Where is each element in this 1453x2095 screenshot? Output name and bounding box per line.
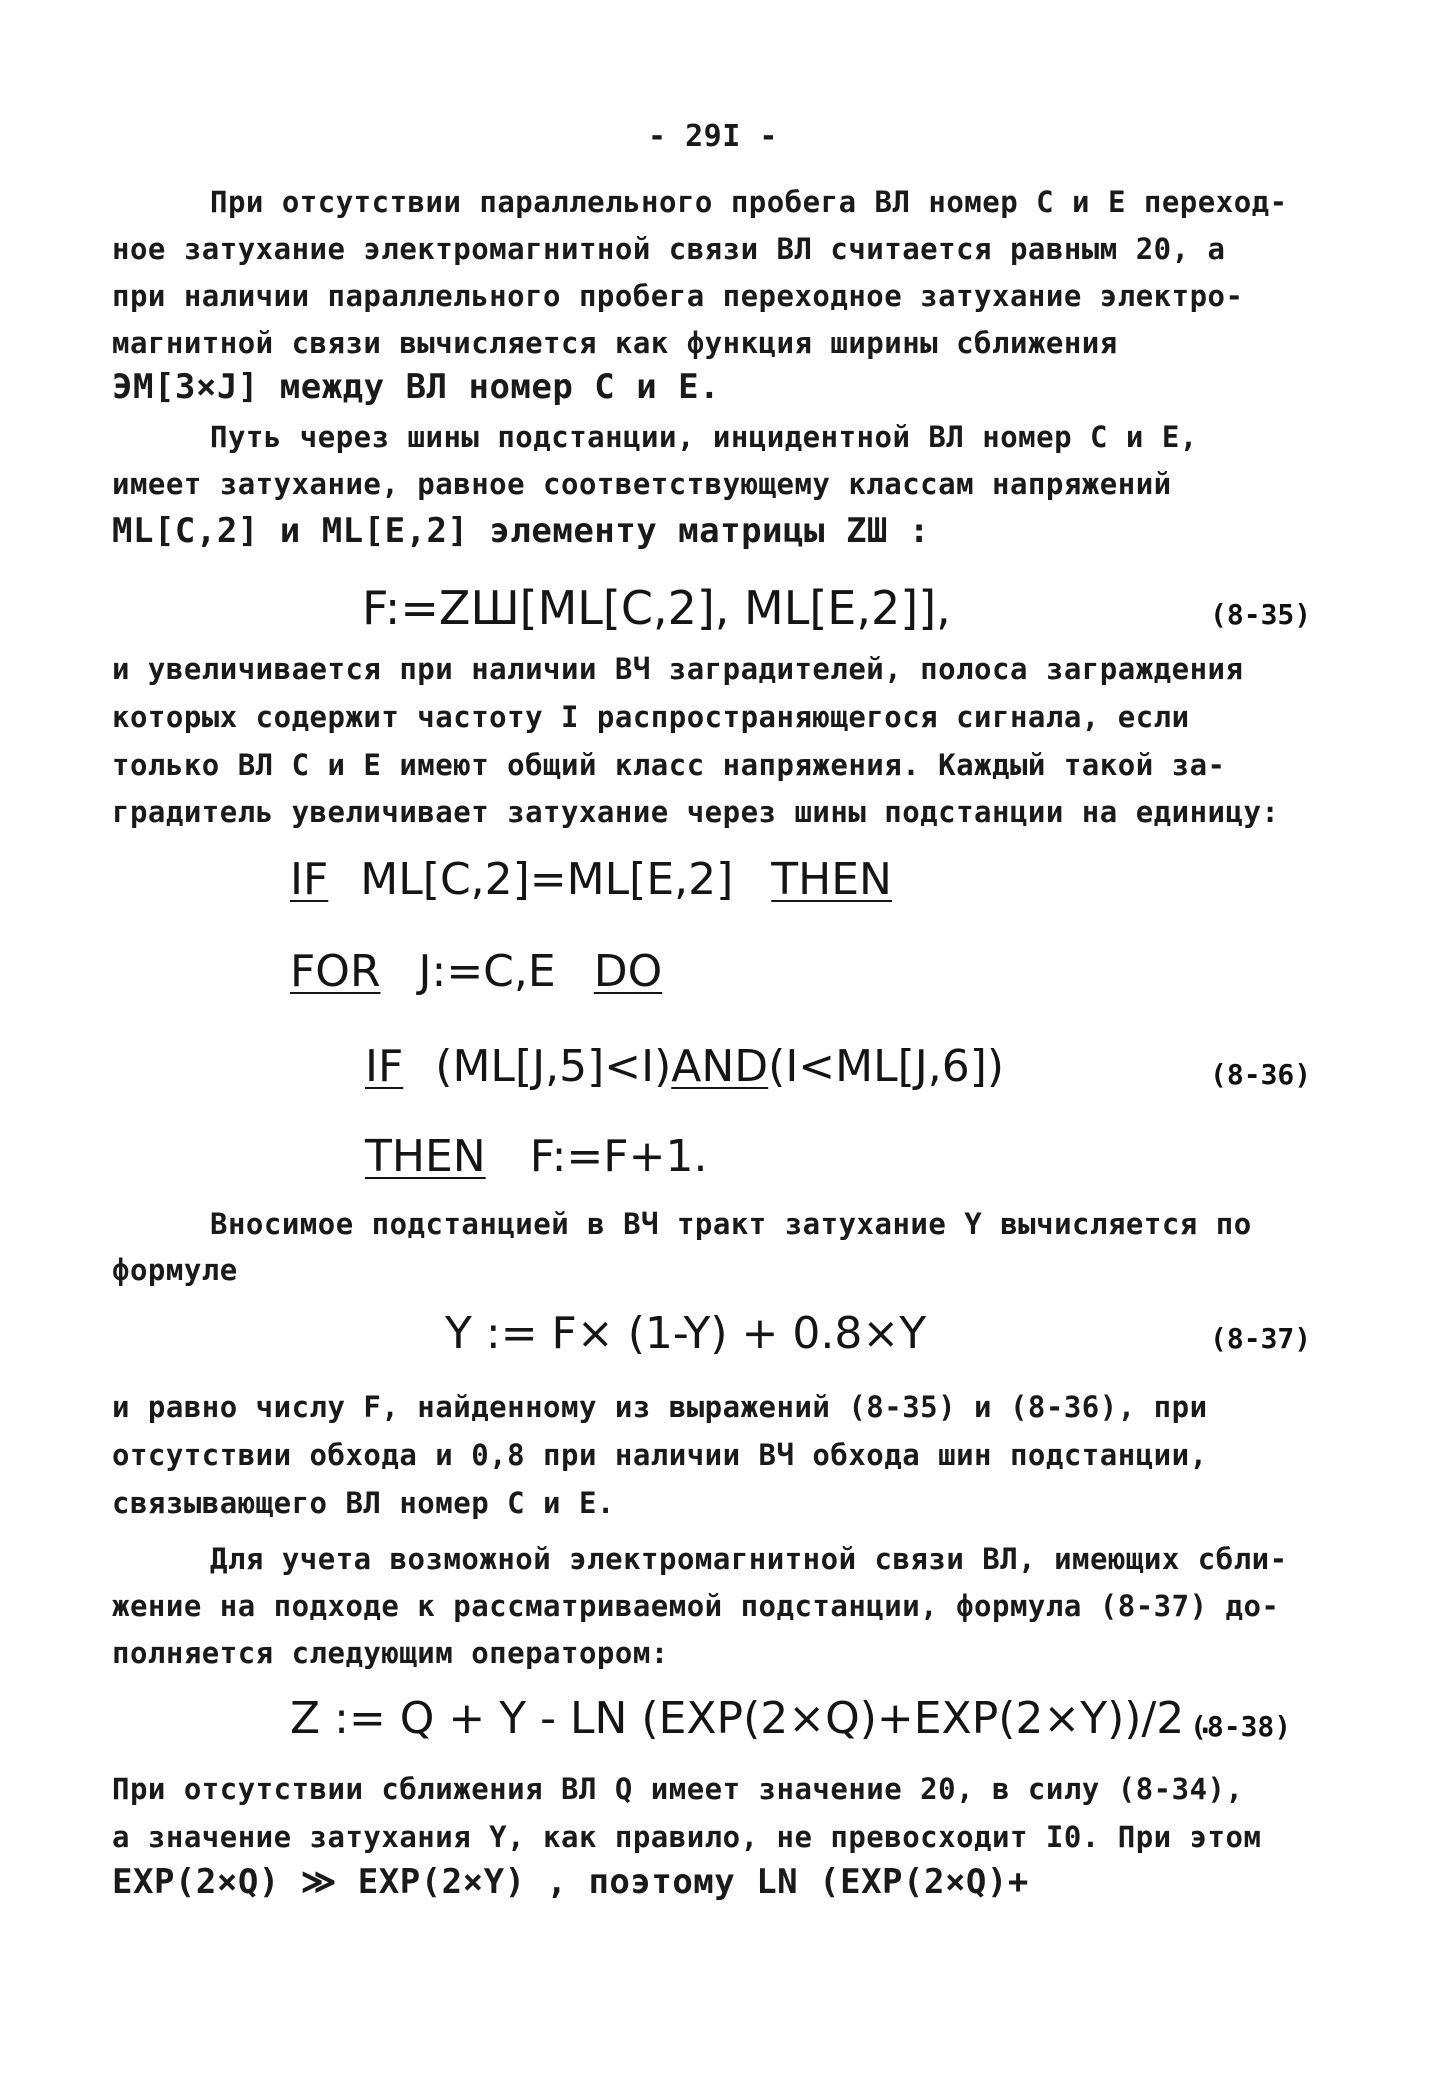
text-line: Для учета возможной электромагнитной связи ВЛ, имеющих сбли-	[210, 1542, 1288, 1576]
equation-8-35: F:=ZШ[ML[C,2], ML[E,2]],	[362, 581, 951, 635]
text-line: EXP(2×Q) ≫ EXP(2×Y) , поэтому LN (EXP(2×Q)+	[112, 1862, 1029, 1902]
equation-8-37: Y := F× (1-Y) + 0.8×Y	[445, 1308, 927, 1359]
text-line: Путь через шины подстанции, инцидентной ВЛ номер C и E,	[210, 420, 1198, 454]
text-line: только ВЛ C и E имеют общий класс напряжения. Каждый такой за-	[112, 748, 1226, 782]
text-line: ЭМ[3×J] между ВЛ номер C и E.	[112, 367, 721, 407]
text-line: а значение затухания Y, как правило, не превосходит I0. При этом	[112, 1820, 1262, 1854]
text-line: магнитной связи вычисляется как функция ширины сближения	[112, 326, 1118, 360]
equation-number: (8-38)	[1190, 1710, 1292, 1743]
algorithm-line	[290, 946, 663, 997]
text-line: полняется следующим оператором:	[112, 1636, 669, 1670]
text-line: связывающего ВЛ номер C и E.	[112, 1486, 615, 1520]
algorithm-expression: (ML[J,5]<I)	[435, 1041, 672, 1092]
keyword: AND	[671, 1041, 769, 1092]
text-line: ное затухание электромагнитной связи ВЛ считается равным 20, а	[112, 232, 1226, 266]
text-line: при наличии параллельного пробега переходное затухание электро-	[112, 279, 1244, 313]
algorithm-expression: J:=C,E	[418, 946, 556, 997]
keyword: IF	[365, 1041, 404, 1092]
text-line: Вносимое подстанцией в ВЧ тракт затухание Y вычисляется по	[210, 1207, 1252, 1241]
keyword: THEN	[365, 1131, 486, 1182]
keyword: THEN	[771, 854, 892, 905]
text-line: При отсутствии сближения ВЛ Q имеет значение 20, в силу (8-34),	[112, 1772, 1244, 1806]
algorithm-line	[365, 1131, 708, 1182]
text-line: имеет затухание, равное соответствующему классам напряжений	[112, 467, 1172, 501]
equation-number: (8-37)	[1210, 1322, 1312, 1355]
equation-number: (8-35)	[1210, 598, 1312, 631]
page-number: - 29I -	[648, 119, 778, 154]
keyword: DO	[593, 946, 663, 997]
text-line: ML[C,2] и ML[E,2] элементу матрицы ZШ :	[112, 511, 930, 551]
text-line: градитель увеличивает затухание через шины подстанции на единицу:	[112, 795, 1280, 829]
text-line: отсутствии обхода и 0,8 при наличии ВЧ обхода шин подстанции,	[112, 1438, 1208, 1472]
algorithm-expression: (I<ML[J,6])	[768, 1041, 1005, 1092]
text-line: и равно числу F, найденному из выражений (8-35) и (8-36), при	[112, 1390, 1208, 1424]
algorithm-line	[290, 854, 892, 905]
text-line: При отсутствии параллельного пробега ВЛ номер C и E переход-	[210, 185, 1288, 219]
equation-number: (8-36)	[1210, 1058, 1312, 1091]
keyword: FOR	[290, 946, 381, 997]
keyword: IF	[290, 854, 329, 905]
algorithm-expression: F:=F+1.	[529, 1131, 708, 1182]
text-line: и увеличивается при наличии ВЧ заградителей, полоса заграждения	[112, 652, 1244, 686]
equation-8-38: Z := Q + Y - LN (EXP(2×Q)+EXP(2×Y))/2 .	[290, 1693, 1213, 1744]
algorithm-line	[365, 1041, 1005, 1092]
algorithm-expression: ML[C,2]=ML[E,2]	[360, 854, 734, 905]
text-line: формуле	[112, 1253, 238, 1287]
text-line: которых содержит частоту I распространяющегося сигнала, если	[112, 700, 1190, 734]
text-line: жение на подходе к рассматриваемой подстанции, формула (8-37) до-	[112, 1589, 1280, 1623]
